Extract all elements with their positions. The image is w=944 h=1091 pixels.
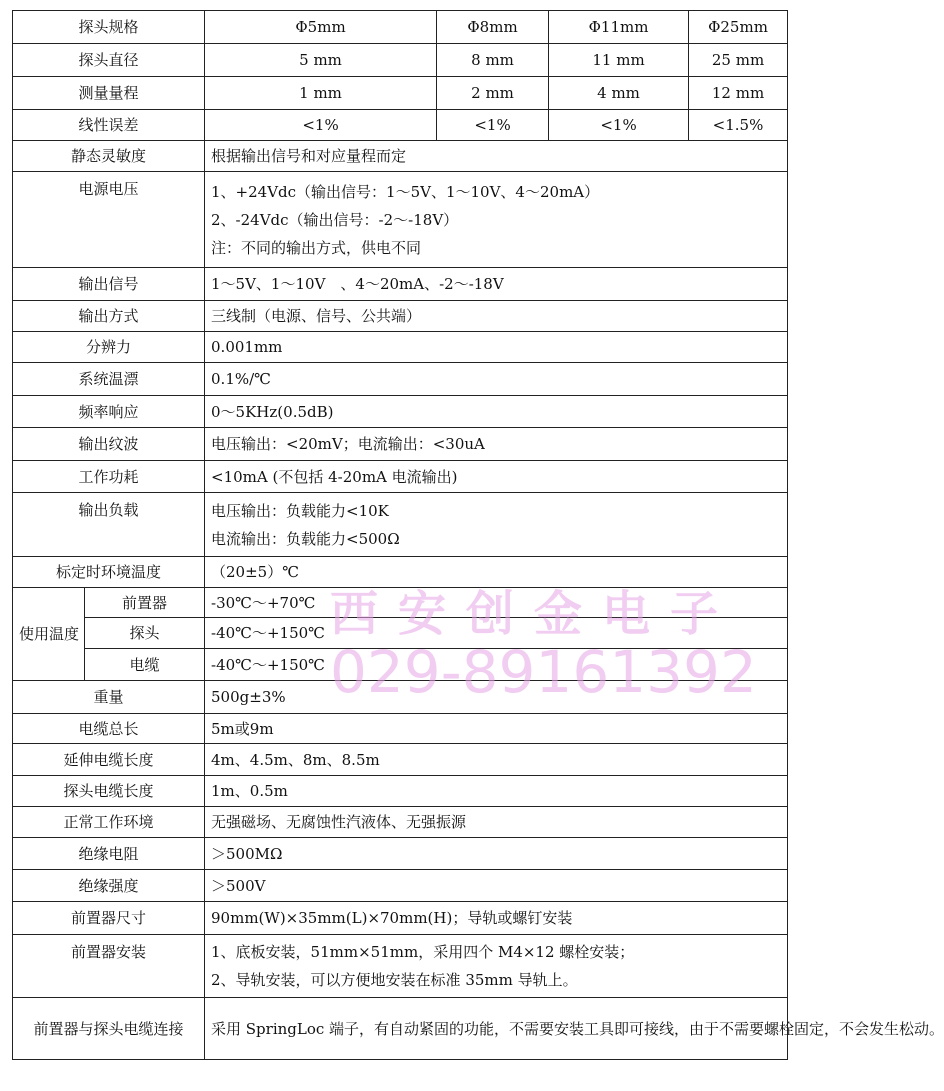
row-environment (13, 807, 788, 838)
power-line-2: 2、-24Vdc（输出信号：-2～-18V） (211, 210, 459, 229)
value-probe-dia-5: 5 mm (205, 44, 437, 77)
row-preamp-mount (13, 935, 788, 998)
value-power (205, 172, 788, 268)
row-resolution (13, 332, 788, 363)
label-range: 测量量程 (13, 77, 205, 110)
value-probe-dia-8: 8 mm (437, 44, 549, 77)
spec-table (12, 10, 944, 1060)
value-temp-drift: 0.1%/℃ (205, 363, 788, 396)
value-use-temp-probe: -40℃～+150℃ (205, 618, 788, 649)
label-freq: 频率响应 (13, 396, 205, 428)
label-resolution: 分辨力 (13, 332, 205, 363)
label-preamp-size: 前置器尺寸 (13, 902, 205, 935)
value-insulation-r: ＞500MΩ (205, 838, 788, 870)
label-insulation-s: 绝缘强度 (13, 870, 205, 902)
label-output-signal: 输出信号 (13, 268, 205, 301)
value-probe-dia-25: 25 mm (689, 44, 788, 77)
value-consumption: <10mA (不包括 4-20mA 电流输出) (205, 461, 788, 493)
row-insulation-r (13, 838, 788, 870)
row-probe-spec (13, 11, 788, 44)
value-range-11: 4 mm (549, 77, 689, 110)
value-probe-spec-11: Φ11mm (549, 11, 689, 44)
value-linearity-5: <1% (205, 110, 437, 141)
row-connection (13, 998, 788, 1060)
value-freq: 0～5KHz(0.5dB) (205, 396, 788, 428)
value-linearity-11: <1% (549, 110, 689, 141)
value-load (205, 493, 788, 557)
value-preamp-size: 90mm(W)×35mm(L)×70mm(H)；导轨或螺钉安装 (205, 902, 788, 935)
row-output-signal (13, 268, 788, 301)
label-linearity: 线性误差 (13, 110, 205, 141)
preamp-mount-line-2: 2、导轨安装，可以方便地安装在标准 35mm 导轨上。 (211, 971, 578, 989)
value-connection: 采用 SpringLoc 端子，有自动紧固的功能，不需要安装工具即可接线，由于不需要螺栓固定，不会发生松动。 (205, 998, 788, 1060)
label-probe-cable: 探头电缆长度 (13, 776, 205, 807)
label-use-temp-probe: 探头 (85, 618, 205, 649)
value-probe-cable: 1m、0.5m (205, 776, 788, 807)
label-insulation-r: 绝缘电阻 (13, 838, 205, 870)
row-sensitivity (13, 141, 788, 172)
row-cal-temp (13, 557, 788, 588)
value-output-mode: 三线制（电源、信号、公共端） (205, 301, 788, 332)
row-probe-cable (13, 776, 788, 807)
value-linearity-25: <1.5% (689, 110, 788, 141)
row-insulation-s (13, 870, 788, 902)
value-resolution: 0.001mm (205, 332, 788, 363)
label-preamp-mount: 前置器安装 (13, 935, 205, 998)
value-sensitivity: 根据输出信号和对应量程而定 (205, 141, 788, 172)
label-weight: 重量 (13, 681, 205, 714)
label-ext-cable: 延伸电缆长度 (13, 744, 205, 776)
value-linearity-8: <1% (437, 110, 549, 141)
value-output-signal: 1～5V、1～10V 、4～20mA、-2～-18V (205, 268, 788, 301)
row-temp-drift (13, 363, 788, 396)
row-use-temp-preamp (13, 588, 788, 618)
value-ripple: 电压输出：<20mV；电流输出：<30uA (205, 428, 788, 461)
label-probe-spec: 探头规格 (13, 11, 205, 44)
label-use-temp: 使用温度 (13, 588, 85, 681)
label-cal-temp: 标定时环境温度 (13, 557, 205, 588)
watermark-phone: 029-89161392 (330, 638, 757, 706)
load-line-2: 电流输出：负载能力<500Ω (211, 529, 400, 548)
label-load: 输出负载 (13, 493, 205, 557)
label-consumption: 工作功耗 (13, 461, 205, 493)
row-linearity (13, 110, 788, 141)
value-probe-spec-8: Φ8mm (437, 11, 549, 44)
watermark-company: 西安创金电子 (330, 586, 739, 642)
power-line-3: 注：不同的输出方式，供电不同 (211, 238, 422, 257)
row-output-mode (13, 301, 788, 332)
value-insulation-s: ＞500V (205, 870, 788, 902)
row-probe-dia (13, 44, 788, 77)
value-range-8: 2 mm (437, 77, 549, 110)
row-use-temp-probe (13, 618, 788, 649)
label-use-temp-preamp: 前置器 (85, 588, 205, 618)
label-ripple: 输出纹波 (13, 428, 205, 461)
preamp-mount-line-1: 1、底板安装，51mm×51mm，采用四个 M4×12 螺栓安装； (211, 943, 635, 961)
value-weight: 500g±3% (205, 681, 788, 714)
value-range-5: 1 mm (205, 77, 437, 110)
row-load (13, 493, 788, 557)
row-freq (13, 396, 788, 428)
label-environment: 正常工作环境 (13, 807, 205, 838)
label-cable-total: 电缆总长 (13, 714, 205, 744)
value-use-temp-cable: -40℃～+150℃ (205, 649, 788, 681)
label-probe-dia: 探头直径 (13, 44, 205, 77)
row-ext-cable (13, 744, 788, 776)
row-use-temp-cable (13, 649, 788, 681)
value-preamp-mount (205, 935, 788, 998)
row-weight (13, 681, 788, 714)
label-use-temp-cable: 电缆 (85, 649, 205, 681)
value-probe-spec-25: Φ25mm (689, 11, 788, 44)
power-line-1: 1、+24Vdc（输出信号：1～5V、1～10V、4～20mA） (211, 182, 600, 201)
label-sensitivity: 静态灵敏度 (13, 141, 205, 172)
label-power: 电源电压 (13, 172, 205, 268)
row-power (13, 172, 788, 268)
value-ext-cable: 4m、4.5m、8m、8.5m (205, 744, 788, 776)
row-ripple (13, 428, 788, 461)
row-consumption (13, 461, 788, 493)
label-connection: 前置器与探头电缆连接 (13, 998, 205, 1060)
row-range (13, 77, 788, 110)
label-temp-drift: 系统温漂 (13, 363, 205, 396)
label-output-mode: 输出方式 (13, 301, 205, 332)
load-line-1: 电压输出：负载能力<10K (211, 501, 389, 520)
value-probe-dia-11: 11 mm (549, 44, 689, 77)
value-cal-temp: （20±5）℃ (205, 557, 788, 588)
value-use-temp-preamp: -30℃～+70℃ (205, 588, 788, 618)
row-cable-total (13, 714, 788, 744)
value-cable-total: 5m或9m (205, 714, 788, 744)
value-range-25: 12 mm (689, 77, 788, 110)
row-preamp-size (13, 902, 788, 935)
value-environment: 无强磁场、无腐蚀性汽液体、无强振源 (205, 807, 788, 838)
value-probe-spec-5: Φ5mm (205, 11, 437, 44)
